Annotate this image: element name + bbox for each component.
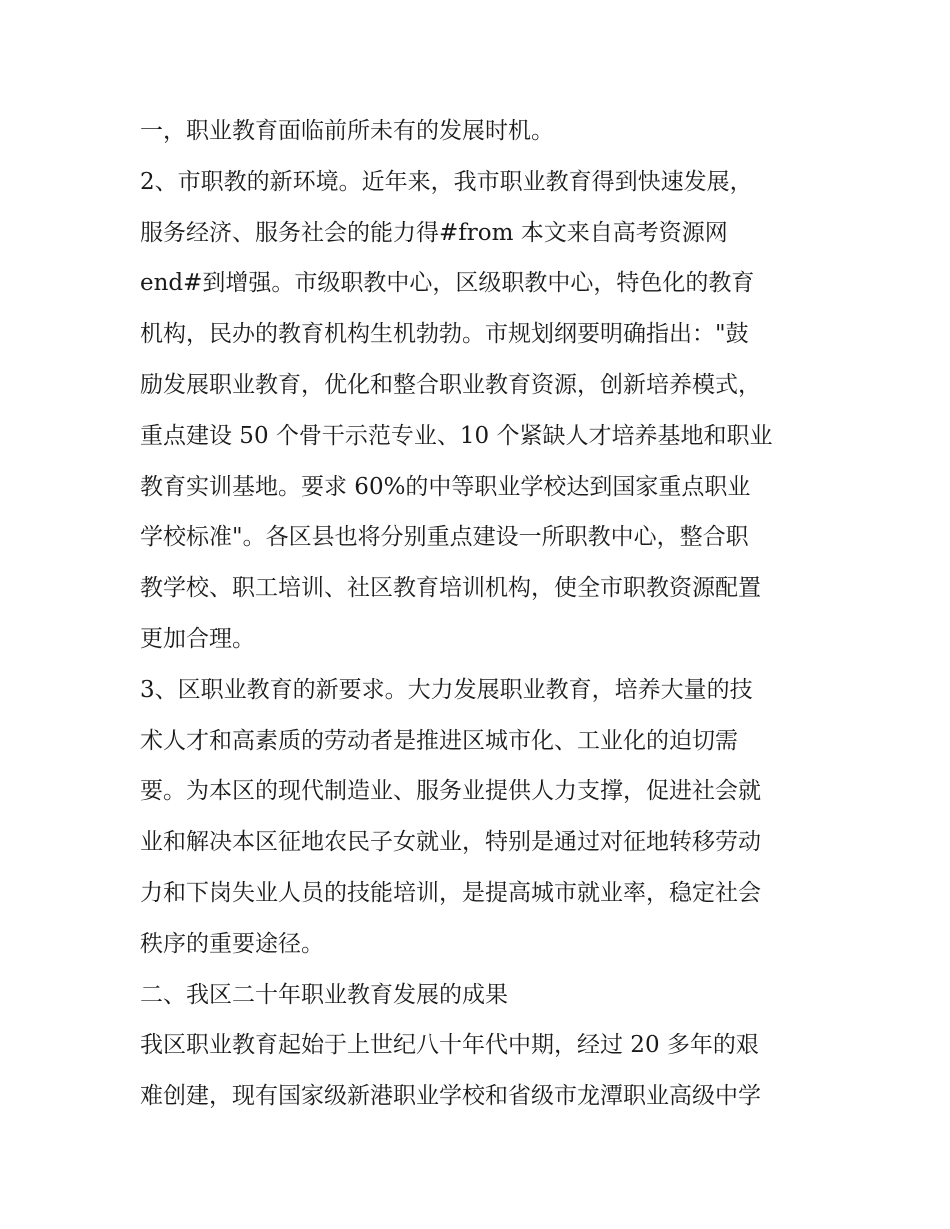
text-line: 重点建设 50 个骨干示范专业、10 个紧缺人才培养基地和职业	[140, 422, 773, 449]
text-line: 一，职业教育面临前所未有的发展时机。	[140, 118, 554, 144]
text-line: 3、区职业教育的新要求。大力发展职业教育，培养大量的技	[140, 676, 753, 703]
text-line: 励发展职业教育，优化和整合职业教育资源，创新培养模式，	[140, 371, 761, 398]
text-line: end#到增强。市级职教中心，区级职教中心，特色化的教育	[140, 270, 755, 297]
text-line: 我区职业教育起始于上世纪八十年代中期，经过 20 多年的艰	[140, 1032, 759, 1059]
text-line: 业和解决本区征地农民子女就业，特别是通过对征地转移劳动	[140, 829, 761, 856]
text-line: 机构，民办的教育机构生机勃勃。市规划纲要明确指出："鼓	[140, 321, 749, 348]
text-line: 教育实训基地。要求 60%的中等职业学校达到国家重点职业	[140, 473, 751, 500]
text-line: 更加合理。	[140, 625, 255, 652]
text-line: 力和下岗失业人员的技能培训，是提高城市就业率，稳定社会	[140, 879, 761, 906]
text-line: 学校标准"。各区县也将分别重点建设一所职教中心，整合职	[140, 524, 749, 551]
text-line: 2、市职教的新环境。近年来，我市职业教育得到快速发展，	[140, 168, 753, 195]
text-line: 要。为本区的现代制造业、服务业提供人力支撑，促进社会就	[140, 778, 761, 805]
text-line: 服务经济、服务社会的能力得#from 本文来自高考资源网	[140, 219, 728, 246]
text-line: 教学校、职工培训、社区教育培训机构，使全市职教资源配置	[140, 575, 761, 602]
document-body	[140, 106, 812, 1122]
section-heading: 二、我区二十年职业教育发展的成果	[140, 981, 508, 1008]
text-line: 难创建，现有国家级新港职业学校和省级市龙潭职业高级中学	[140, 1083, 761, 1110]
text-line: 秩序的重要途径。	[140, 930, 324, 957]
text-line: 术人才和高素质的劳动者是推进区城市化、工业化的迫切需	[140, 727, 738, 754]
